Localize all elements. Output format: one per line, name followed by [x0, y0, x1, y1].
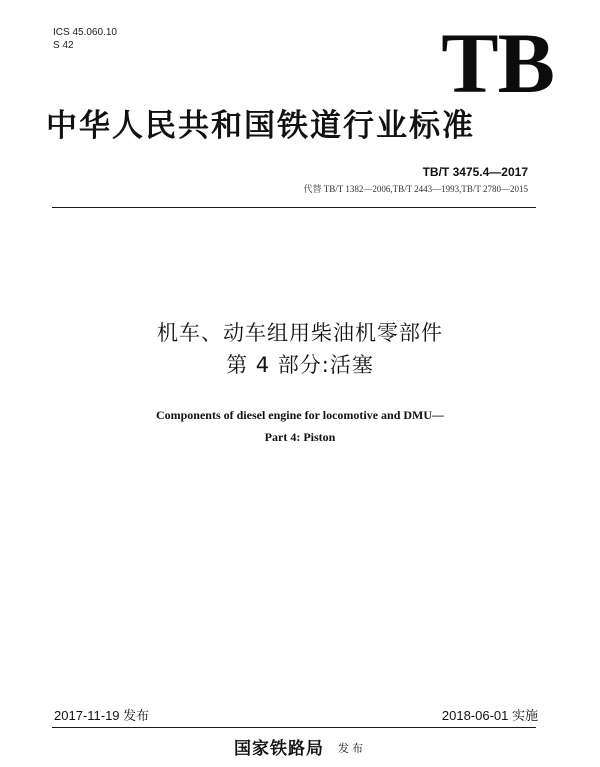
top-divider — [52, 207, 536, 208]
ics-code: ICS 45.060.10 — [53, 27, 117, 38]
bottom-divider — [52, 727, 536, 728]
publisher-name: 国家铁路局 — [234, 739, 324, 759]
document-title-en-line1: Components of diesel engine for locomotive and DMU— — [155, 408, 445, 422]
document-title-en-line2: Part 4: Piston — [264, 430, 336, 444]
issue-date: 2017-11-19 发布 — [54, 708, 150, 723]
ccs-code: S 42 — [53, 40, 74, 51]
replaces-note: 代替 TB/T 1382—2006,TB/T 2443—1993,TB/T 2780—2015 — [303, 184, 528, 194]
tb-logo: TB — [441, 15, 554, 111]
standard-category-title: 中华人民共和国铁道行业标准 — [46, 108, 475, 144]
publisher — [0, 738, 600, 760]
implementation-date: 2018-06-01 实施 — [441, 708, 538, 723]
document-title-cn-line1: 机车、动车组用柴油机零部件 — [157, 321, 443, 345]
document-title-cn-line2: 第 4 部分:活塞 — [226, 353, 374, 377]
publisher-action: 发布 — [338, 742, 366, 755]
standard-number: TB/T 3475.4—2017 — [422, 165, 528, 179]
